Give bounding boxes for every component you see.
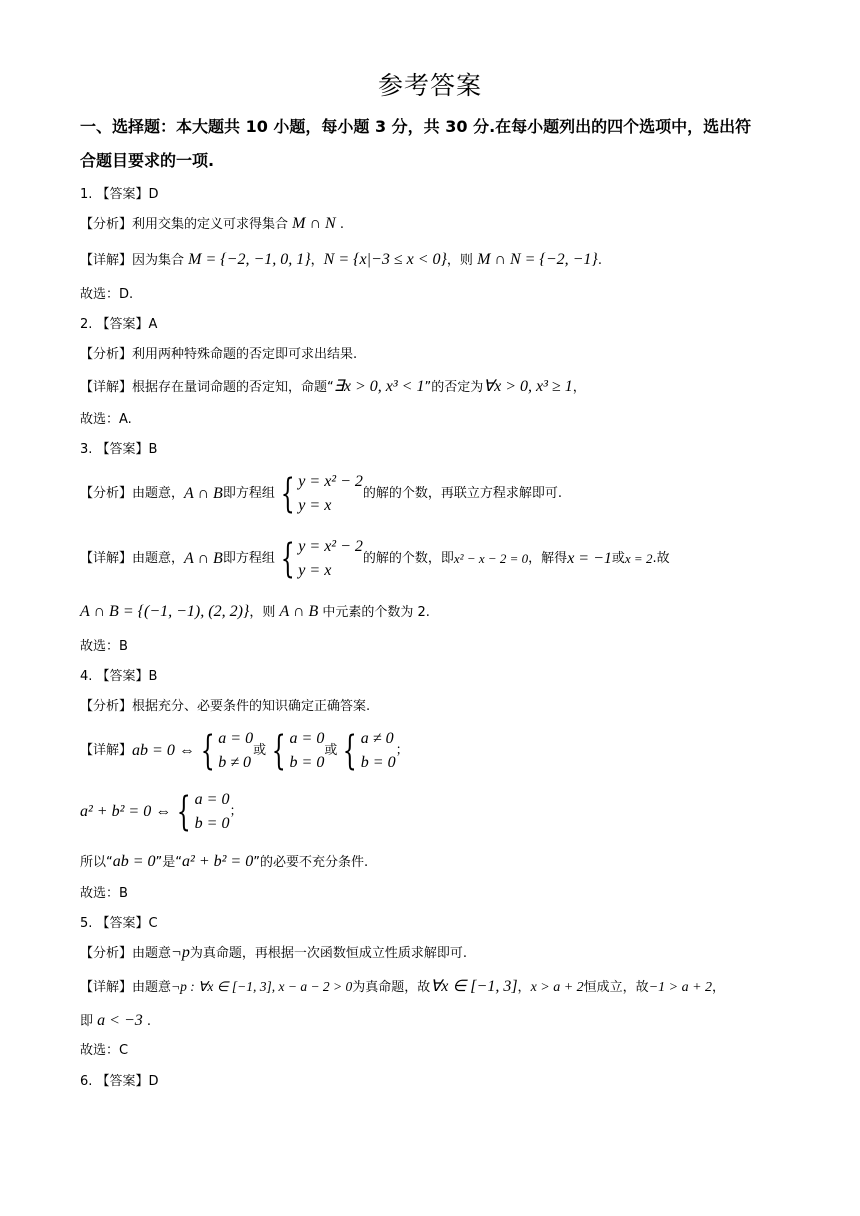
q4-answer: 4. 【答案】B: [80, 669, 158, 684]
q1-detail: [80, 250, 602, 271]
math: ¬p: [171, 944, 190, 961]
text: 【详解】因为集合: [80, 253, 189, 268]
q5-analysis: [80, 943, 467, 964]
math: a < −3: [97, 1012, 143, 1029]
text: 【分析】利用交集的定义可求得集合: [80, 217, 293, 232]
text: 即: [80, 1014, 98, 1029]
math: −1 > a + 2: [648, 980, 713, 995]
case-system: [361, 727, 396, 775]
text: ，则: [249, 605, 280, 620]
text: ；: [229, 804, 243, 819]
text: 或: [324, 743, 338, 758]
text: ，: [712, 980, 726, 995]
q5-answer: 5. 【答案】C: [80, 916, 158, 931]
equation: a = 0: [289, 730, 325, 747]
text: 即方程组: [222, 486, 275, 501]
equation: y = x: [298, 497, 332, 514]
text: ，: [517, 980, 531, 995]
brace-icon: {: [271, 728, 286, 774]
equation: a ≠ 0: [360, 730, 394, 747]
text: ”的否定为: [424, 380, 484, 395]
text: ，则: [446, 253, 478, 268]
equation: a = 0: [194, 791, 230, 808]
math: ab = 0 ⇔: [132, 742, 195, 759]
q2-answer: 2. 【答案】A: [80, 317, 158, 332]
q6-answer: 6. 【答案】D: [80, 1074, 159, 1089]
q4-choice: 故选：B: [80, 886, 128, 901]
text: .故: [652, 551, 670, 566]
text: 【详解】: [80, 743, 133, 758]
section-heading-line: 一、选择题：本大题共 10 小题，每小题 3 分，共 30 分.在每小题列出的四个选项中，选出符: [80, 117, 752, 136]
q4-detail: [80, 727, 409, 775]
q3-detail: [80, 535, 670, 583]
section-heading-line: 合题目要求的一项.: [80, 151, 215, 170]
math: A ∩ B: [279, 603, 319, 620]
text: 【详解】根据存在量词命题的否定知，命题“: [80, 380, 334, 395]
case-system: [218, 727, 253, 775]
equation-system: [298, 535, 363, 583]
text: .: [142, 1014, 151, 1029]
text: 【分析】由题意，: [80, 486, 185, 501]
math: x² − x − 2 = 0: [453, 551, 529, 566]
text: 【分析】由题意: [80, 946, 172, 961]
text: ，解得: [528, 551, 568, 566]
math: a² + b² = 0: [182, 853, 254, 870]
q1-answer: 1. 【答案】D: [80, 187, 159, 202]
text: 即方程组: [222, 551, 275, 566]
text: 【详解】由题意: [80, 980, 172, 995]
brace-icon: {: [200, 728, 215, 774]
text: .: [597, 253, 602, 268]
page-title: 参考答案: [377, 71, 482, 100]
q3-choice: 故选：B: [80, 639, 128, 654]
brace-icon: {: [176, 789, 191, 835]
math: M ∩ N = {−2, −1}: [477, 251, 598, 268]
math: x = 2: [624, 551, 653, 566]
text: ”是“: [155, 855, 183, 870]
section-heading: [80, 110, 780, 178]
brace-icon: {: [280, 471, 295, 517]
math: x > a + 2: [530, 980, 584, 995]
equation: y = x² − 2: [298, 473, 363, 490]
equation: y = x: [298, 562, 332, 579]
brace-icon: {: [280, 536, 295, 582]
text: 的解的个数，即: [362, 551, 454, 566]
text: ；: [395, 743, 409, 758]
case-system: [195, 788, 230, 836]
math: a² + b² = 0 ⇔: [80, 803, 172, 820]
equation: b = 0: [194, 815, 230, 832]
text: .: [335, 217, 344, 232]
q3-answer: 3. 【答案】B: [80, 442, 158, 457]
math: x = −1: [567, 550, 612, 567]
q5-choice: 故选：C: [80, 1043, 129, 1058]
q4-line2: [80, 788, 242, 836]
equation: b ≠ 0: [218, 754, 252, 771]
math: A ∩ B = {(−1, −1), (2, 2)}: [80, 603, 250, 620]
q2-analysis: 【分析】利用两种特殊命题的否定即可求出结果.: [80, 347, 358, 362]
text: 所以“: [80, 855, 113, 870]
q2-detail: [80, 377, 586, 398]
q4-conclusion: [80, 852, 368, 873]
q3-analysis: [80, 470, 562, 518]
text: 恒成立，故: [583, 980, 649, 995]
equation: a = 0: [218, 730, 254, 747]
text: 的解的个数，再联立方程求解即可.: [362, 486, 563, 501]
equation: b = 0: [289, 754, 325, 771]
q5-tail: [80, 1011, 151, 1032]
equation-system: [298, 470, 363, 518]
text: 中元素的个数为 2.: [318, 605, 430, 620]
brace-icon: {: [343, 728, 358, 774]
math: M = {−2, −1, 0, 1}: [188, 251, 311, 268]
text: 或: [611, 551, 625, 566]
text: ，: [310, 253, 324, 268]
text: 为真命题，再根据一次函数恒成立性质求解即可.: [189, 946, 467, 961]
text: 或: [253, 743, 267, 758]
q1-choice: 故选：D.: [80, 287, 134, 302]
math: ∃x > 0, x³ < 1: [333, 378, 425, 395]
text: 为真命题，故: [352, 980, 431, 995]
math: A ∩ B: [184, 550, 223, 567]
text: 【详解】由题意，: [80, 551, 185, 566]
math: ab = 0: [112, 853, 156, 870]
math: M ∩ N: [292, 215, 336, 232]
q5-detail: [80, 977, 725, 998]
math: ∀x ∈ [−1, 3]: [430, 978, 518, 995]
q1-analysis: [80, 214, 344, 235]
math: ¬p : ∀x ∈ [−1, 3], x − a − 2 > 0: [171, 979, 353, 994]
math: ∀x > 0, x³ ≥ 1: [483, 378, 573, 395]
q2-choice: 故选：A.: [80, 412, 132, 427]
math: N = {x|−3 ≤ x < 0}: [323, 251, 447, 268]
text: ，: [572, 380, 586, 395]
equation: b = 0: [360, 754, 396, 771]
q3-result: [80, 602, 430, 623]
math: A ∩ B: [184, 485, 223, 502]
text: ”的必要不充分条件.: [253, 855, 369, 870]
equation: y = x² − 2: [298, 538, 363, 555]
q4-analysis: 【分析】根据充分、必要条件的知识确定正确答案.: [80, 699, 371, 714]
case-system: [290, 727, 325, 775]
